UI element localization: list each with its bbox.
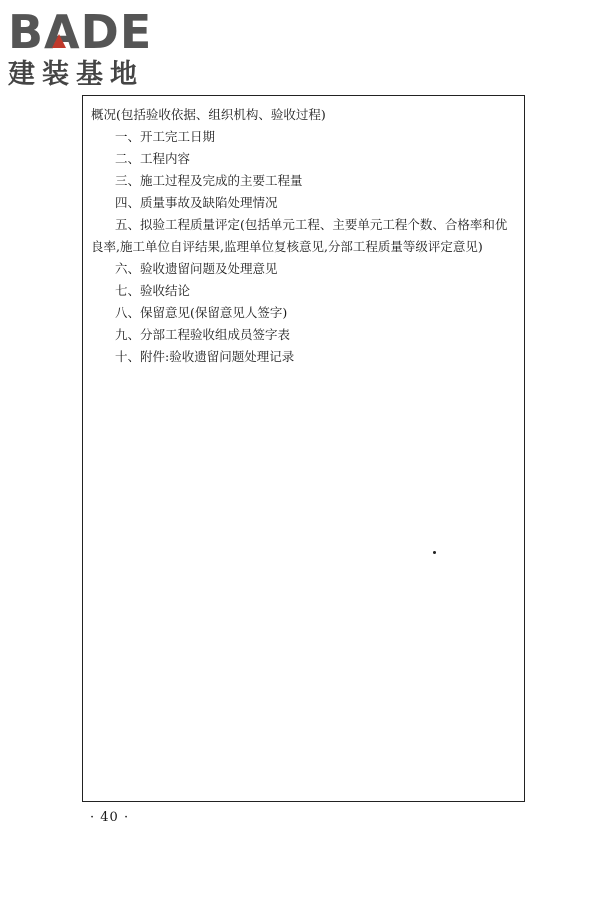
list-item: 二、工程内容 bbox=[115, 151, 191, 166]
ink-dot bbox=[433, 551, 436, 554]
list-item: 十、附件:验收遗留问题处理记录 bbox=[115, 349, 295, 364]
list-item: 八、保留意见(保留意见人签字) bbox=[115, 305, 288, 320]
document-content bbox=[91, 104, 516, 368]
logo-subtitle: 建装基地 bbox=[8, 59, 144, 90]
list-item: 一、开工完工日期 bbox=[115, 129, 216, 144]
list-item: 五、拟验工程质量评定(包括单元工程、主要单元工程个数、合格率和优良率,施工单位自评结果,监理单位复核意见,分部工程质量等级评定意见) bbox=[91, 217, 508, 254]
list-item: 三、施工过程及完成的主要工程量 bbox=[115, 173, 303, 188]
logo-brand-text: BADE bbox=[8, 5, 153, 59]
list-item: 四、质量事故及缺陷处理情况 bbox=[115, 195, 278, 210]
document-heading: 概况(包括验收依据、组织机构、验收过程) bbox=[91, 107, 326, 122]
list-item: 六、验收遗留问题及处理意见 bbox=[115, 261, 278, 276]
list-item: 七、验收结论 bbox=[115, 283, 191, 298]
page-number: · 40 · bbox=[90, 810, 130, 825]
bade-watermark-logo bbox=[8, 6, 178, 92]
document-frame bbox=[82, 95, 525, 802]
list-item: 九、分部工程验收组成员签字表 bbox=[115, 327, 291, 342]
logo-triangle-icon bbox=[52, 34, 66, 48]
